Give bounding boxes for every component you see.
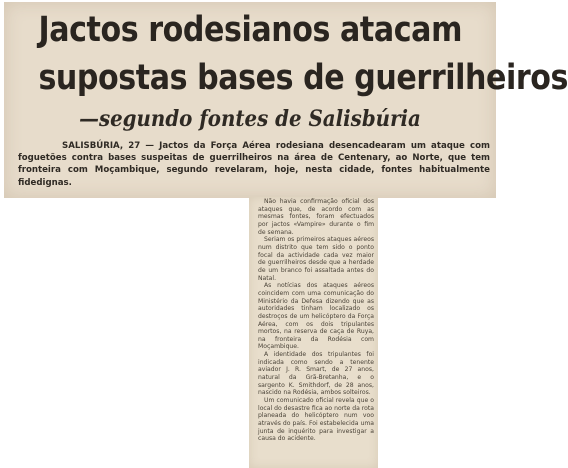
column-paragraph: A identidade dos tripulantes foi indicada como sendo a tenente aviador J. R. Smart, de 27 anos, natural da Grã-Bretanha, e o sargento K. Smithdorf, de 28 anos, nascido na Rodésia, ambos solteiros.	[258, 351, 374, 397]
subheadline: —segundo fontes de Salisbúria	[79, 106, 421, 132]
article-header-clipping	[4, 2, 568, 198]
column-paragraph: Seriam os primeiros ataques aéreos num distrito que tem sido o ponto focal da actividade cada vez maior de guerrilheiros desde que a herdade de um branco foi assaltada antes do Natal.	[258, 236, 374, 282]
column-paragraph: Um comunicado oficial revela que o local do desastre fica ao norte da rota planeada do helicóptero num voo através do país. Foi estabelecida uma junta de inquérito para investigar a causa do acidente.	[258, 397, 375, 443]
article-column-clipping	[249, 197, 378, 468]
column-paragraph: As notícias dos ataques aéreos coincidem com uma comunicação do Ministério da Defesa dizendo que as autoridades tinham localizado os destroços de um helicóptero da Força Aérea, com os dois tripulantes mortos, na reserva de caça de Ruya, na fronteira da Rodésia com Moçambique.	[258, 282, 374, 351]
dateline: SALISBÚRIA, 27 —	[62, 141, 154, 151]
headline-line-1: Jactos rodesianos atacam	[38, 10, 463, 50]
column-paragraph: Não havia confirmação oficial dos ataques que, de acordo com as mesmas fontes, foram efectuados por jactos «Vampire» durante o fim de semana.	[258, 198, 374, 236]
article-column-text	[258, 198, 374, 443]
headline-line-2: supostas bases de guerrilheiros	[38, 58, 568, 98]
lead-text: Jactos da Força Aérea rodesiana desencadearam um ataque com foguetões contra bases suspeitas de guerrilheiros na área de Centenary, ao Norte, que tem fronteira com Moçambique, segundo revelaram, hoje, nesta cidade, fontes habitualmente fidedignas.	[18, 141, 490, 188]
lead-paragraph	[18, 140, 490, 189]
